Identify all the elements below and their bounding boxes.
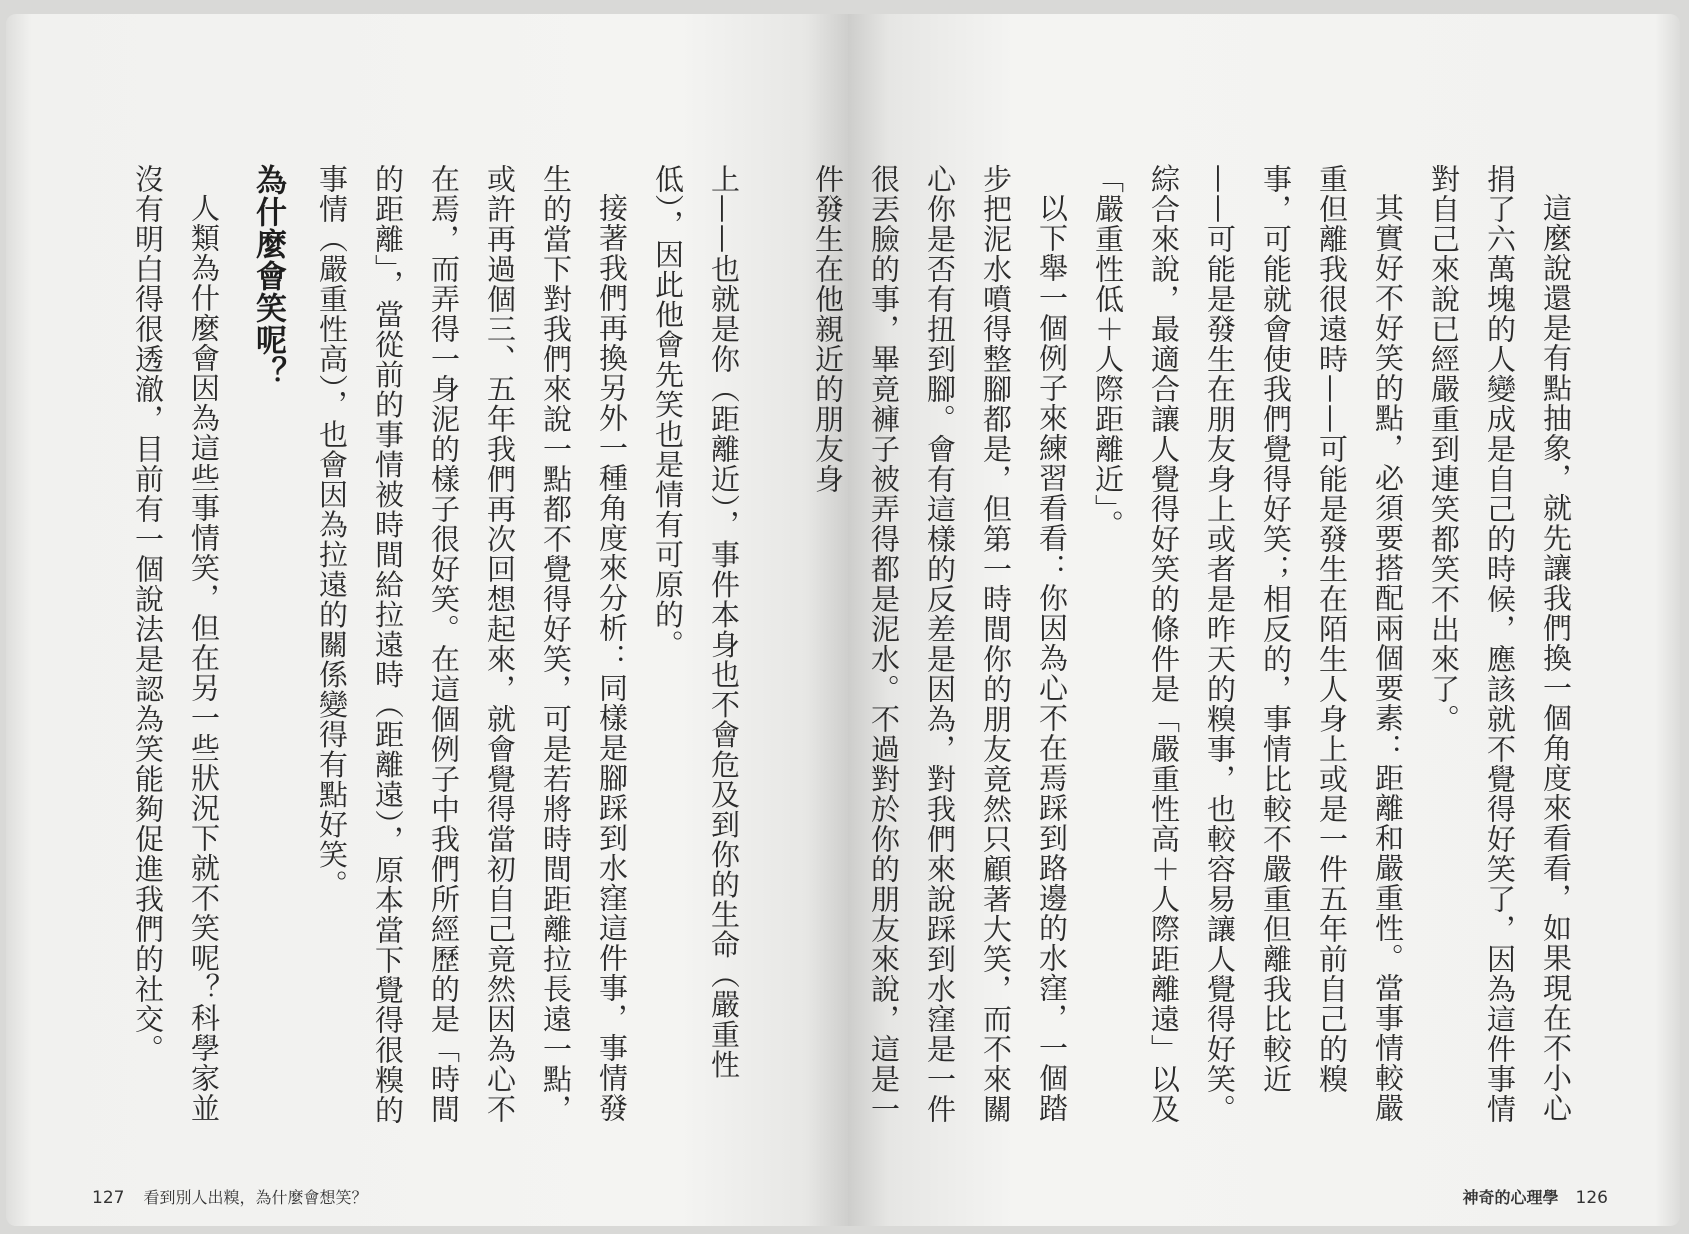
right-page-text xyxy=(800,164,1584,1144)
right-page-footer xyxy=(1462,1185,1608,1208)
page-number: 126 xyxy=(1575,1188,1608,1208)
paragraph: 接著我們再換另外一種角度來分析：同樣是腳踩到水窪這件事，事情發生的當下對我們來說一點都不覺得好笑，可是若將時間距離拉長遠一點，或許再過個三、五年我們再次回想起來，就會覺得當初自己竟然因為心不在焉，而弄得一身泥的樣子很好笑。在這個例子中我們所經歷的是「時間的距離」，當從前的事情被時間給拉遠時（距離遠），原本當下覺得很糗的事情（嚴重性高），也會因為拉遠的關係變得有點好笑。 xyxy=(315,164,629,1125)
left-page-footer xyxy=(92,1185,368,1208)
right-page xyxy=(811,14,1680,1226)
paragraph: 這麼說還是有點抽象，就先讓我們換一個角度來看看，如果現在不小心捐了六萬塊的人變成是自己的時候，應該就不覺得好笑了，因為這件事情對自己來說已經嚴重到連笑都笑不出來了。 xyxy=(1427,164,1573,1124)
left-page-text xyxy=(120,164,752,1144)
page-number: 127 xyxy=(92,1188,125,1208)
running-title: 看到別人出糗，為什麼會想笑？ xyxy=(143,1188,368,1207)
section-heading: 為什麼會笑呢？ xyxy=(250,164,286,388)
running-title: 神奇的心理學 xyxy=(1462,1188,1559,1207)
paragraph: 人類為什麼會因為這些事情笑，但在另一些狀況下就不笑呢？科學家並沒有明白得很透澈，目前有一個說法是認為笑能夠促進我們的社交。 xyxy=(131,164,221,1123)
paragraph: 其實好不好笑的點，必須要搭配兩個要素：距離和嚴重性。當事情較嚴重但離我很遠時——可能是發生在陌生人身上或是一件五年前自己的糗事，可能就會使我們覺得好笑；相反的，事情比較不嚴重但離我比較近——可能是發生在朋友身上或者是昨天的糗事，也較容易讓人覺得好笑。綜合來說，最適合讓人覺得好笑的條件是「嚴重性高＋人際距離遠」以及「嚴重性低＋人際距離近」。 xyxy=(1091,164,1405,1124)
left-page xyxy=(6,14,848,1226)
paragraph: 以下舉一個例子來練習看看：你因為心不在焉踩到路邊的水窪，一個踏步把泥水噴得整腳都是，但第一時間你的朋友竟然只顧著大笑，而不來關心你是否有扭到腳。會有這樣的反差是因為，對我們來說踩到水窪是一件很丟臉的事，畢竟褲子被弄得都是泥水。不過對於你的朋友來說，這是一件發生在他親近的朋友身 xyxy=(811,164,1069,1124)
paragraph: 上——也就是你（距離近），事件本身也不會危及到你的生命（嚴重性低），因此他會先笑也是情有可原的。 xyxy=(651,164,741,1080)
